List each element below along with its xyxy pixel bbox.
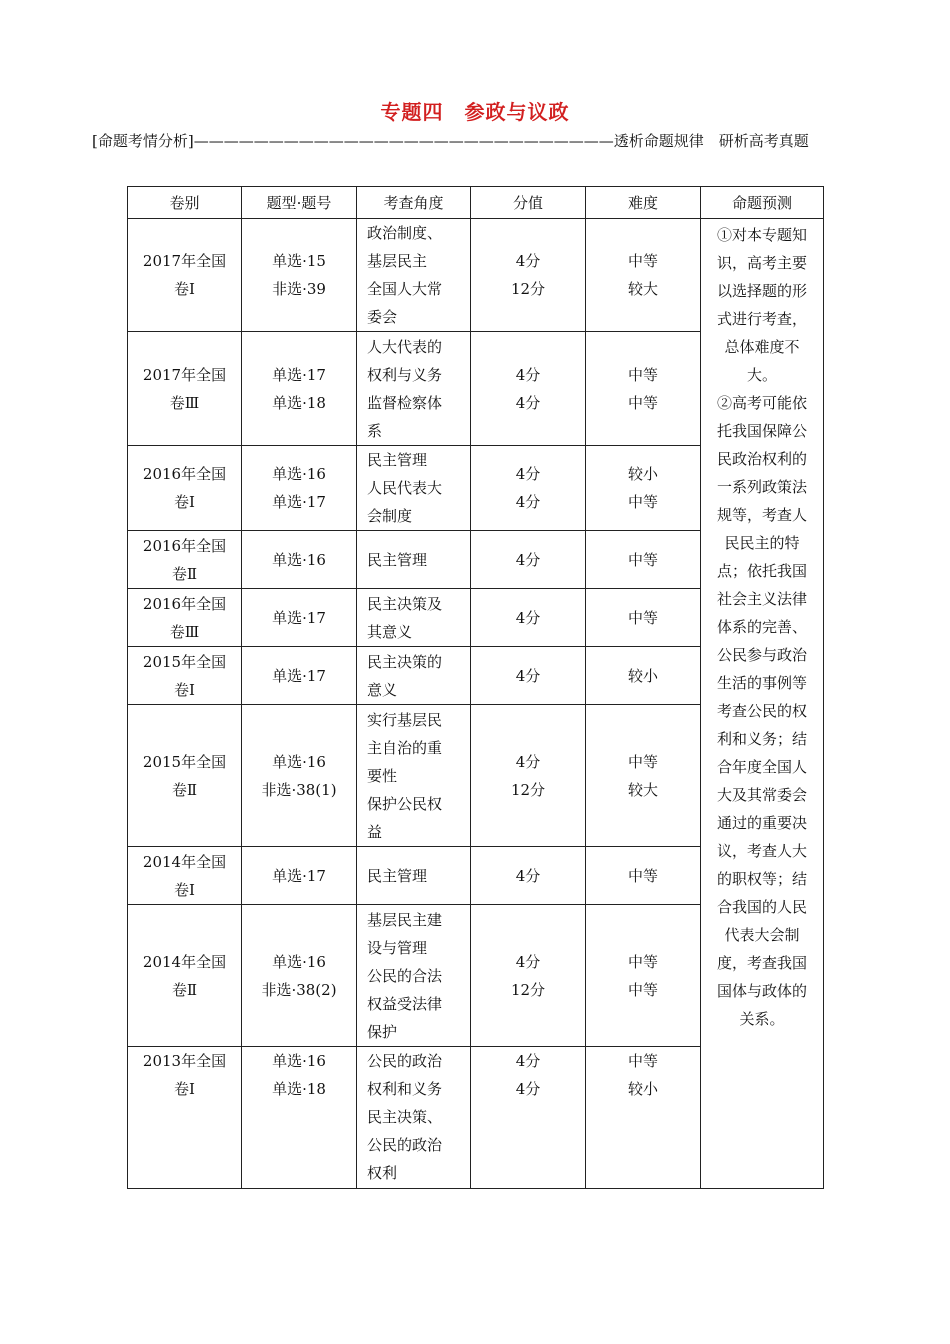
- difficulty-cell: [586, 847, 701, 905]
- prediction-cell-line: 民民主的特: [724, 534, 800, 552]
- angle-cell-line: 公民的合法: [367, 966, 443, 985]
- question-type-cell: [242, 647, 357, 705]
- prediction-cell-line: 总体难度不: [724, 338, 800, 356]
- question-type-cell-line: 单选·18: [272, 393, 326, 412]
- paper-cell-line: 卷Ⅱ: [171, 780, 198, 799]
- prediction-cell-line: ②高考可能依: [716, 394, 807, 412]
- paper-cell: [128, 219, 242, 332]
- angle-cell: [357, 1047, 471, 1189]
- score-cell-line: 12分: [510, 780, 546, 799]
- difficulty-cell-line: 较小: [627, 465, 658, 483]
- angle-cell-line: 人民代表大: [367, 479, 443, 497]
- prediction-cell-line: 生活的事例等: [716, 674, 807, 692]
- question-type-cell-line: 单选·17: [272, 666, 326, 685]
- prediction-cell-line: 的职权等；结: [716, 870, 807, 888]
- prediction-cell-line: 民政治权利的: [716, 450, 807, 468]
- paper-cell-line: 卷Ⅰ: [174, 1080, 195, 1098]
- difficulty-cell: [586, 332, 701, 446]
- intro-line: [命题考情分析]————————————————————————————透析命题规律 研析高考真题: [92, 132, 809, 150]
- question-type-cell: [242, 446, 357, 531]
- prediction-cell-line: 托我国保障公: [716, 422, 807, 440]
- prediction-cell-line: 以选择题的形: [716, 282, 807, 300]
- angle-cell: [357, 905, 471, 1047]
- score-cell-line: 4分: [515, 608, 541, 627]
- angle-cell-line: 设与管理: [367, 938, 428, 957]
- difficulty-cell-line: 中等: [627, 252, 658, 270]
- angle-cell-line: 政治制度、: [367, 224, 443, 242]
- paper-cell-line: 2016年全国: [142, 536, 227, 555]
- score-cell-line: 4分: [515, 666, 541, 685]
- paper-cell-line: 2016年全国: [142, 465, 227, 483]
- question-type-cell: [242, 589, 357, 647]
- prediction-cell-line: 考查公民的权: [716, 702, 807, 720]
- header-question-type: 题型·题号: [242, 187, 357, 219]
- paper-cell-line: 2015年全国: [142, 752, 227, 771]
- prediction-cell-line: 合年度全国人: [716, 758, 807, 776]
- prediction-cell-line: ①对本专题知: [716, 226, 807, 244]
- question-type-cell-line: 非选·38(1): [261, 780, 337, 799]
- paper-cell-line: 2017年全国: [142, 252, 227, 270]
- paper-cell: [128, 332, 242, 446]
- question-type-cell: [242, 905, 357, 1047]
- angle-cell-line: 公民的政治: [367, 1136, 443, 1154]
- paper-cell-line: 卷Ⅱ: [171, 980, 198, 999]
- angle-cell-line: 权益受法律: [367, 994, 443, 1013]
- difficulty-cell-line: 中等: [627, 393, 658, 412]
- prediction-cell-line: 式进行考查，: [716, 310, 807, 328]
- paper-cell: [128, 905, 242, 1047]
- difficulty-cell-line: 中等: [627, 980, 658, 999]
- angle-cell-line: 民主管理: [367, 866, 428, 885]
- difficulty-cell-line: 中等: [627, 1052, 658, 1070]
- angle-cell-line: 民主决策及: [367, 594, 443, 613]
- angle-cell-line: 委会: [367, 308, 398, 326]
- difficulty-cell-line: 中等: [627, 608, 658, 627]
- score-cell: [471, 332, 586, 446]
- score-cell-line: 4分: [515, 1052, 541, 1070]
- paper-cell: [128, 847, 242, 905]
- paper-cell-line: 2014年全国: [142, 952, 227, 971]
- paper-cell-line: 卷Ⅰ: [174, 493, 195, 511]
- prediction-cell-line: 识，高考主要: [716, 254, 807, 272]
- difficulty-cell-line: 较小: [627, 1080, 658, 1098]
- question-type-cell-line: 单选·16: [272, 952, 326, 971]
- question-type-cell: [242, 847, 357, 905]
- score-cell-line: 4分: [515, 752, 541, 771]
- question-type-cell-line: 单选·16: [272, 752, 326, 771]
- question-type-cell-line: 非选·39: [272, 280, 326, 298]
- score-cell-line: 12分: [510, 280, 546, 298]
- difficulty-cell-line: 中等: [627, 365, 658, 384]
- angle-cell-line: 全国人大常: [367, 280, 443, 298]
- score-cell-line: 12分: [510, 980, 546, 999]
- prediction-cell-line: 公民参与政治: [716, 646, 807, 664]
- prediction-cell-line: 关系。: [739, 1010, 785, 1028]
- question-type-cell-line: 单选·17: [272, 608, 326, 627]
- score-cell-line: 4分: [515, 252, 541, 270]
- difficulty-cell-line: 中等: [627, 952, 658, 971]
- prediction-cell-line: 规等，考查人: [716, 506, 807, 524]
- paper-cell: [128, 705, 242, 847]
- question-type-cell: [242, 705, 357, 847]
- angle-cell-line: 权利: [367, 1164, 398, 1182]
- question-type-cell-line: 非选·38(2): [261, 980, 337, 999]
- prediction-cell-line: 通过的重要决: [716, 814, 807, 832]
- difficulty-cell: [586, 446, 701, 531]
- question-type-cell-line: 单选·17: [272, 365, 326, 384]
- angle-cell-line: 益: [367, 822, 383, 841]
- difficulty-cell-line: 较大: [627, 780, 658, 799]
- angle-cell-line: 公民的政治: [367, 1052, 443, 1070]
- score-cell: [471, 1047, 586, 1189]
- angle-cell-line: 主自治的重: [367, 738, 443, 757]
- question-type-cell-line: 单选·17: [272, 866, 326, 885]
- difficulty-cell: [586, 705, 701, 847]
- paper-cell: [128, 589, 242, 647]
- angle-cell: [357, 332, 471, 446]
- angle-cell: [357, 219, 471, 332]
- paper-cell: [128, 446, 242, 531]
- prediction-cell-line: 利和义务；结: [716, 730, 807, 748]
- angle-cell-line: 基层民主建: [367, 910, 443, 929]
- paper-cell: [128, 647, 242, 705]
- score-cell: [471, 905, 586, 1047]
- paper-cell-line: 2016年全国: [142, 594, 227, 613]
- angle-cell: [357, 531, 471, 589]
- score-cell-line: 4分: [515, 866, 541, 885]
- prediction-cell-line: 合我国的人民: [716, 898, 807, 916]
- prediction-cell-line: 体系的完善、: [716, 618, 807, 636]
- prediction-cell-line: 一系列政策法: [716, 478, 807, 496]
- angle-cell-line: 意义: [367, 680, 398, 699]
- header-angle: 考查角度: [357, 187, 471, 219]
- difficulty-cell: [586, 531, 701, 589]
- prediction-cell-line: 点；依托我国: [716, 562, 807, 580]
- prediction-cell-line: 大及其常委会: [716, 786, 807, 804]
- prediction-cell-line: 代表大会制: [724, 926, 800, 944]
- difficulty-cell: [586, 589, 701, 647]
- question-type-cell: [242, 219, 357, 332]
- question-type-cell-line: 单选·16: [272, 1052, 326, 1070]
- paper-cell-line: 2013年全国: [142, 1052, 227, 1070]
- score-cell-line: 4分: [515, 365, 541, 384]
- difficulty-cell-line: 中等: [627, 493, 658, 511]
- difficulty-cell: [586, 905, 701, 1047]
- question-type-cell-line: 单选·17: [272, 493, 326, 511]
- angle-cell-line: 会制度: [367, 507, 413, 525]
- angle-cell-line: 保护公民权: [367, 794, 443, 813]
- score-cell: [471, 531, 586, 589]
- score-cell-line: 4分: [515, 550, 541, 569]
- paper-cell: [128, 531, 242, 589]
- angle-cell: [357, 446, 471, 531]
- difficulty-cell-line: 中等: [627, 752, 658, 771]
- score-cell: [471, 647, 586, 705]
- question-type-cell: [242, 531, 357, 589]
- question-type-cell: [242, 332, 357, 446]
- header-difficulty: 难度: [586, 187, 701, 219]
- angle-cell-line: 人大代表的: [367, 337, 443, 356]
- angle-cell: [357, 589, 471, 647]
- table-header-row: [128, 187, 824, 219]
- paper-cell-line: 卷Ⅰ: [174, 680, 195, 699]
- header-paper: 卷别: [128, 187, 242, 219]
- score-cell-line: 4分: [515, 952, 541, 971]
- question-type-cell-line: 单选·16: [272, 550, 326, 569]
- score-cell: [471, 847, 586, 905]
- page-title: 专题四 参政与议政: [380, 100, 570, 124]
- table-row: [128, 219, 824, 332]
- score-cell: [471, 219, 586, 332]
- score-cell: [471, 589, 586, 647]
- angle-cell-line: 民主管理: [367, 550, 428, 569]
- question-type-cell-line: 单选·18: [272, 1080, 326, 1098]
- score-cell-line: 4分: [515, 493, 541, 511]
- header-score: 分值: [471, 187, 586, 219]
- angle-cell-line: 要性: [367, 766, 398, 785]
- angle-cell-line: 民主决策的: [367, 652, 443, 671]
- score-cell: [471, 446, 586, 531]
- paper-cell-line: 2015年全国: [142, 652, 227, 671]
- paper-cell-line: 卷Ⅲ: [169, 393, 200, 412]
- prediction-cell-line: 国体与政体的: [716, 982, 807, 1000]
- paper-cell-line: 卷Ⅰ: [174, 880, 195, 899]
- paper-cell-line: 卷Ⅱ: [171, 564, 198, 583]
- angle-cell: [357, 847, 471, 905]
- angle-cell-line: 权利和义务: [367, 1080, 443, 1098]
- paper-cell-line: 卷Ⅰ: [174, 280, 195, 298]
- prediction-cell-line: 议，考查人大: [716, 842, 807, 860]
- score-cell-line: 4分: [515, 393, 541, 412]
- score-cell-line: 4分: [515, 465, 541, 483]
- paper-cell-line: 卷Ⅲ: [169, 622, 200, 641]
- angle-cell-line: 民主决策、: [367, 1108, 443, 1126]
- paper-cell-line: 2017年全国: [142, 365, 227, 384]
- angle-cell-line: 系: [367, 421, 383, 440]
- angle-cell-line: 其意义: [367, 622, 413, 641]
- angle-cell-line: 民主管理: [367, 451, 428, 469]
- difficulty-cell: [586, 1047, 701, 1189]
- prediction-cell-line: 大。: [746, 366, 777, 384]
- angle-cell: [357, 647, 471, 705]
- prediction-cell: [701, 219, 824, 1189]
- prediction-cell-line: 社会主义法律: [716, 590, 807, 608]
- difficulty-cell: [586, 647, 701, 705]
- angle-cell-line: 基层民主: [367, 252, 428, 270]
- question-type-cell-line: 单选·16: [272, 465, 326, 483]
- question-type-cell-line: 单选·15: [272, 252, 326, 270]
- difficulty-cell-line: 较小: [627, 666, 658, 685]
- prediction-cell-line: 度，考查我国: [716, 954, 807, 972]
- score-cell: [471, 705, 586, 847]
- question-type-cell: [242, 1047, 357, 1189]
- angle-cell-line: 权利与义务: [367, 365, 443, 384]
- exam-analysis-table: [127, 186, 824, 1189]
- difficulty-cell-line: 中等: [627, 866, 658, 885]
- score-cell-line: 4分: [515, 1080, 541, 1098]
- angle-cell-line: 保护: [367, 1022, 398, 1041]
- paper-cell-line: 2014年全国: [142, 852, 227, 871]
- header-prediction: 命题预测: [701, 187, 824, 219]
- paper-cell: [128, 1047, 242, 1189]
- angle-cell: [357, 705, 471, 847]
- difficulty-cell: [586, 219, 701, 332]
- difficulty-cell-line: 较大: [627, 280, 658, 298]
- angle-cell-line: 监督检察体: [367, 393, 443, 412]
- difficulty-cell-line: 中等: [627, 550, 658, 569]
- angle-cell-line: 实行基层民: [367, 710, 443, 729]
